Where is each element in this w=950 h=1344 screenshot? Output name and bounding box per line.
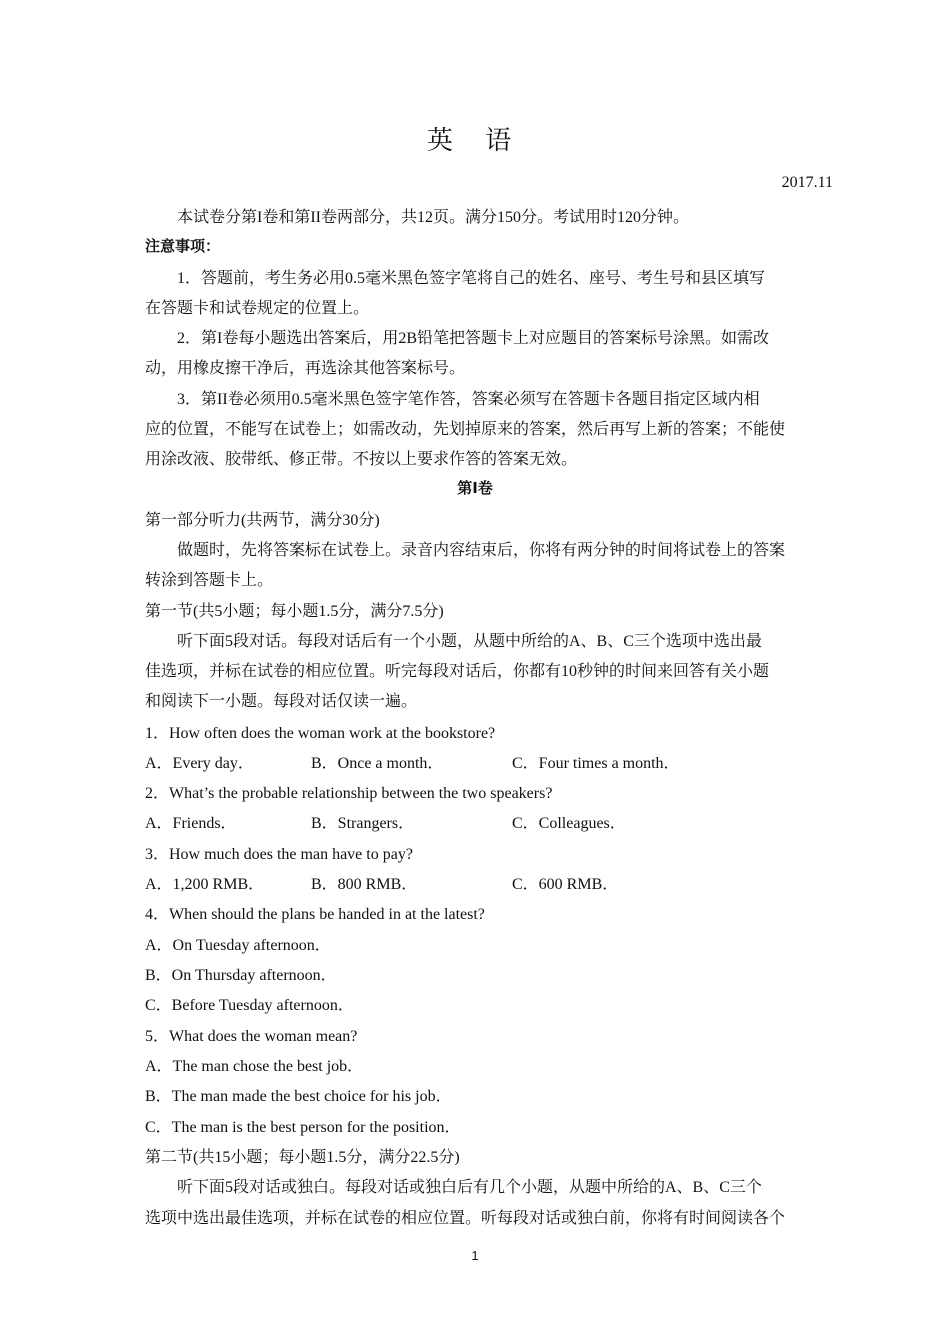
question-3-option-b: B．800 RMB． xyxy=(311,876,418,893)
question-2-stem: 2．What’s the probable relationship between the two speakers? xyxy=(145,785,553,802)
page-title: 英 语 xyxy=(426,126,524,156)
section2-heading: 第二节(共15小题；每小题1.5分，满分22.5分) xyxy=(145,1149,460,1166)
note-2-line-2: 动，用橡皮擦干净后，再选涂其他答案标号。 xyxy=(145,360,466,377)
question-5-option-a: A．The man chose the best job． xyxy=(145,1058,364,1075)
volume-heading: 第I卷 xyxy=(457,479,493,497)
part1-heading: 第一部分听力(共两节，满分30分) xyxy=(145,512,380,529)
question-2-option-a: A．Friends． xyxy=(145,815,237,832)
note-1-line-1: 1．答题前，考生务必用0.5毫米黑色签字笔将自己的姓名、座号、考生号和县区填写 xyxy=(177,270,766,287)
question-4-option-c: C．Before Tuesday afternoon． xyxy=(145,997,354,1014)
section2-instruction-line-1: 听下面5段对话或独白。每段对话或独白后有几个小题，从题中所给的A、B、C三个 xyxy=(177,1179,762,1196)
question-3-option-c: C．600 RMB． xyxy=(512,876,619,893)
note-3-line-1: 3．第II卷必须用0.5毫米黑色签字笔作答，答案必须写在答题卡各题目指定区域内相 xyxy=(177,391,760,408)
note-3-line-2: 应的位置，不能写在试卷上；如需改动，先划掉原来的答案，然后再写上新的答案；不能使 xyxy=(145,421,786,438)
page-number: 1 xyxy=(471,1248,479,1263)
question-5-option-b: B．The man made the best choice for his job． xyxy=(145,1088,452,1105)
question-3-stem: 3．How much does the man have to pay? xyxy=(145,846,413,863)
question-5-stem: 5．What does the woman mean? xyxy=(145,1028,358,1045)
exam-date: 2017.11 xyxy=(781,174,833,191)
question-5-option-c: C．The man is the best person for the position． xyxy=(145,1119,461,1136)
section1-instruction-line-3: 和阅读下一小题。每段对话仅读一遍。 xyxy=(145,693,418,710)
section1-instruction-line-1: 听下面5段对话。每段对话后有一个小题，从题中所给的A、B、C三个选项中选出最 xyxy=(177,633,762,650)
question-1-option-a: A．Every day． xyxy=(145,755,254,772)
question-4-stem: 4．When should the plans be handed in at the latest? xyxy=(145,906,485,923)
question-2-option-c: C．Colleagues． xyxy=(512,815,626,832)
section2-instruction-line-2: 选项中选出最佳选项，并标在试卷的相应位置。听每段对话或独白前，你将有时间阅读各个 xyxy=(145,1210,786,1227)
question-2-option-b: B．Strangers． xyxy=(311,815,415,832)
question-3-option-a: A．1,200 RMB． xyxy=(145,876,265,893)
question-4-option-b: B．On Thursday afternoon． xyxy=(145,967,337,984)
question-1-option-b: B．Once a month． xyxy=(311,755,444,772)
section1-heading: 第一节(共5小题；每小题1.5分，满分7.5分) xyxy=(145,603,444,620)
section1-instruction-line-2: 佳选项，并标在试卷的相应位置。听完每段对话后，你都有10秒钟的时间来回答有关小题 xyxy=(145,663,770,680)
part1-instruction-line-1: 做题时，先将答案标在试卷上。录音内容结束后，你将有两分钟的时间将试卷上的答案 xyxy=(177,542,786,559)
notes-heading: 注意事项： xyxy=(145,237,221,255)
part1-instruction-line-2: 转涂到答题卡上。 xyxy=(145,572,274,589)
question-4-option-a: A．On Tuesday afternoon． xyxy=(145,937,331,954)
note-2-line-1: 2．第I卷每小题选出答案后，用2B铅笔把答题卡上对应题目的答案标号涂黑。如需改 xyxy=(177,330,770,347)
intro-text: 本试卷分第I卷和第II卷两部分，共12页。满分150分。考试用时120分钟。 xyxy=(177,209,689,226)
note-3-line-3: 用涂改液、胶带纸、修正带。不按以上要求作答的答案无效。 xyxy=(145,451,578,468)
note-1-line-2: 在答题卡和试卷规定的位置上。 xyxy=(145,300,370,317)
question-1-option-c: C．Four times a month． xyxy=(512,755,680,772)
question-1-stem: 1．How often does the woman work at the bookstore? xyxy=(145,725,496,742)
